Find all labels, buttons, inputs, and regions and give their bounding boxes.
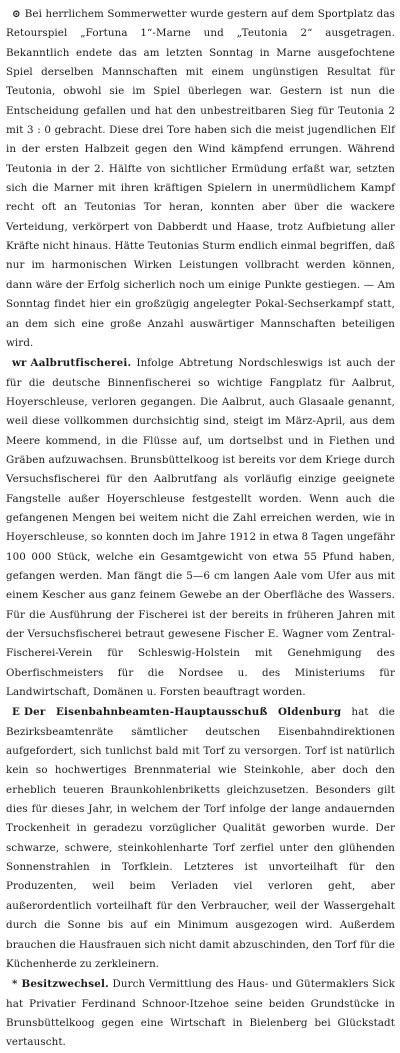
article-text: hat die Bezirksbeamtenräte sämtlicher deutschen Eisenbahndirektionen aufgefordert, sich tunlichst bald mit Torf zu versorgen. Torf ist natürlich kein so hochwertiges Brennmaterial wie Steinkohle, aber doch den erheblich teueren Braunkohlenbriketts gleichzusetzen. Besonders gilt dies für dieses Jahr, in welchem der Torf infolge der lange andauernden Trockenheit in geradezu vorzüglicher Qualität geworben wurde. Der schwarze, schwere, steinkohlenharte Torf zerfiel unter den glühenden Sonnenstrahlen in Torfklein. Letzteres ist unvorteilhaft für den Produzenten, weil beim Verladen viel verloren geht, aber außerordentlich vorteilhaft für den Verbraucher, weil der Wassergehalt durch die Sonne bis auf ein Minimum ausgezogen wird. Außerdem brauchen die Hausfrauen sich nicht damit abzuschinden, den Torf für die Küchenherde zu zerkleinern. bbox=[6, 706, 399, 970]
article-headline: Der Eisenbahnbeamten-Hauptausschuß Oldenburg bbox=[23, 706, 342, 719]
article-headline: Aalbrutfischerei. bbox=[30, 357, 132, 370]
article-sports bbox=[6, 5, 399, 353]
article-text: Infolge Abtretung Nordschleswigs ist auch der für die deutsche Binnenfischerei so wichtige Fangplatz für Aalbrut, Hoyerschleuse, verloren gegangen. Die Aalbrut, auch Glasaale genannt, weil diese vollkommen durchsichtig sind, steigt im März-April, aus dem Meere kommend, in die Flüsse auf, um dortselbst und in Fiethen und Gräben aufzuwachsen. Brunsbüttelkoog ist bereits vor dem Kriege durch Versuchsfischerei für den Aalbrutfang als vorläufig einzige geeignete Fangstelle außer Hoyerschleuse festgestellt worden. Wenn auch die gefangenen Mengen bei weitem nicht die Zahl erreichen werden, wie in Hoyerschleuse, so konnten doch im Jahre 1912 in etwa 8 Tagen ungefähr 100 000 Stück, welche ein Gesamtgewicht von etwa 55 Pfund haben, gefangen werden. Man fängt die 5—6 cm langen Aale vom Ufer aus mit einem Kescher aus ganz feinem Gewebe an der Oberfläche des Wassers. Für die Ausführung der Fischerei ist der bereits in früheren Jahren mit der Versuchsfischerei betraut gewesene Fischer E. Wagner vom Zentral-Fischerei-Verein für Schleswig-Holstein mit Genehmigung des Oberfischmeisters für die Nordsee u. des Ministeriums für Landwirtschaft, Domänen u. Forsten beauftragt worden. bbox=[6, 357, 399, 699]
article-torf bbox=[6, 703, 399, 974]
article-text: Durch Vermittlung des Haus- und Gütermaklers Sick hat Privatier Ferdinand Schnoor-Itzehoe seine beiden Grundstücke in Brunsbüttelkoog gegen eine Wirtschaft in Bielenberg bei Glückstadt vertauscht. bbox=[6, 978, 399, 1049]
article-besitzwechsel bbox=[6, 975, 399, 1052]
article-text: Bei herrlichem Sommerwetter wurde gestern auf dem Sportplatz das Retourspiel „Fortuna 1“-Marne und „Teutonia 2“ ausgetragen. Bekanntlich endete das am letzten Sonntag in Marne ausgefochtene Spiel derselben Mannschaften mit einem ungünstigen Resultat für Teutonia, obwohl sie im Spiel überlegen war. Gestern ist nun die Entscheidung gefallen und hat den unbestreitbaren Sieg für Teutonia 2 mit 3 : 0 gebracht. Diese drei Tore haben sich die meist jugendlichen Elf in der ersten Halbzeit gegen den Wind kämpfend errungen. Während Teutonia in der 2. Hälfte von sichtlicher Ermüdung erfaßt war, setzten sich die Marner mit ihren kräftigen Spielern in unermüdlichem Kampf recht oft an Teutonias Tor heran, konnten aber über die wackere Verteidung, verkörpert von Dabberdt und Haase, trotz Aufbietung aller Kräfte nicht hinaus. Hätte Teutonias Sturm endlich einmal begriffen, daß nur im harmonischen Wirken Leistungen vollbracht werden können, dann wäre der Erfolg sicherlich noch um einige Punkte gestiegen. — Am Sonntag findet hier ein großzügig angelegter Pokal-Sechserkampf statt, an dem sich eine große Anzahl auswärtiger Mannschaften beteiligen wird. bbox=[6, 8, 399, 349]
article-marker: ⊙ bbox=[12, 8, 21, 20]
article-marker: * bbox=[12, 978, 18, 991]
article-headline: Besitzwechsel. bbox=[21, 978, 109, 991]
article-marker: E bbox=[12, 706, 20, 719]
article-aalbrut bbox=[6, 354, 399, 702]
article-marker: wr bbox=[12, 357, 27, 370]
